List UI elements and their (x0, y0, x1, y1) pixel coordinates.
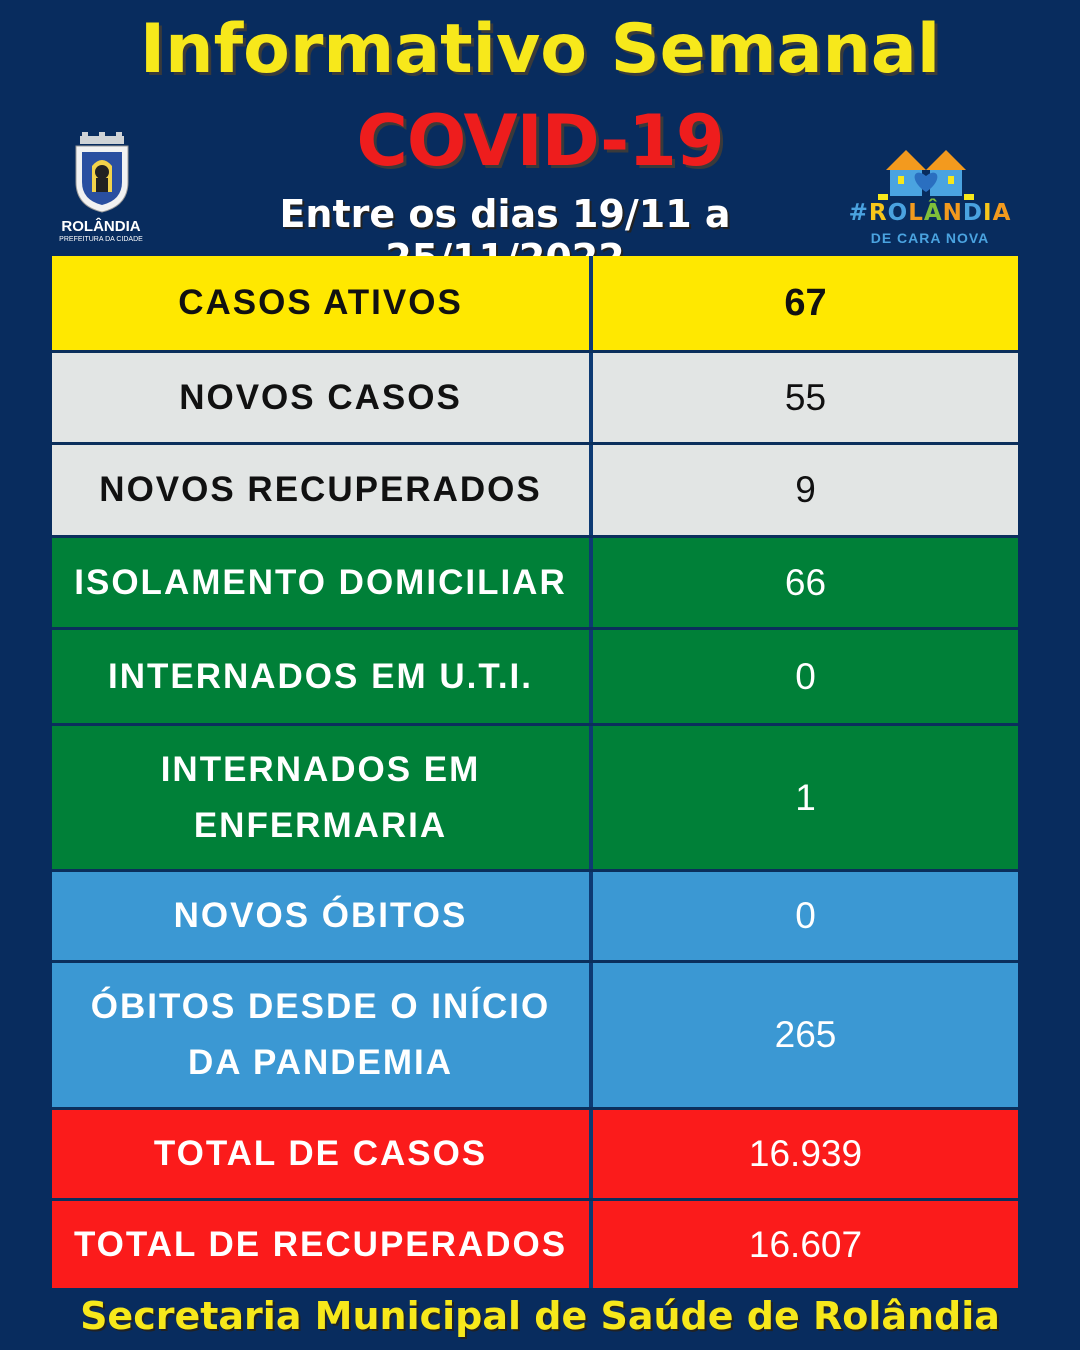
table-row (52, 353, 1018, 445)
campaign-hashtag: #ROLÂNDIA (848, 200, 1012, 226)
table-row (52, 630, 1018, 726)
city-logo (48, 132, 154, 252)
row-value: 0 (795, 895, 816, 936)
house-heart-icon (878, 144, 974, 202)
date-range: Entre os dias 19/11 a (279, 192, 731, 236)
row-label: TOTAL DE CASOS (52, 1110, 593, 1198)
row-label: NOVOS CASOS (52, 353, 593, 442)
row-label: TOTAL DE RECUPERADOS (52, 1201, 593, 1288)
row-label: ISOLAMENTO DOMICILIAR (52, 538, 593, 627)
row-value: 66 (784, 561, 827, 603)
table-row (52, 872, 1018, 963)
table-row (52, 963, 1018, 1110)
row-label: ÓBITOS DESDE O INÍCIO DA PANDEMIA (52, 963, 593, 1107)
campaign-logo (840, 140, 1020, 252)
row-label: INTERNADOS EM ENFERMARIA (52, 726, 593, 869)
footer-credit: Secretaria Municipal de Saúde de Rolândia (80, 1294, 1000, 1338)
row-value: 55 (784, 376, 827, 418)
campaign-subtitle: DE CARA NOVA (870, 230, 990, 246)
stats-table (52, 256, 1018, 1288)
coat-of-arms-icon (72, 132, 132, 214)
table-row (52, 538, 1018, 630)
row-label: NOVOS ÓBITOS (52, 872, 593, 960)
table-row (52, 726, 1018, 872)
row-label: CASOS ATIVOS (52, 256, 593, 350)
row-value: 16.607 (748, 1223, 863, 1265)
row-value: 265 (774, 1014, 837, 1055)
table-row (52, 445, 1018, 538)
row-value: 1 (795, 776, 816, 818)
page-subtitle: COVID-19 (356, 100, 724, 182)
row-value: 16.939 (748, 1133, 863, 1174)
table-row (52, 1110, 1018, 1201)
table-row (52, 1201, 1018, 1288)
city-name: ROLÂNDIA (61, 218, 141, 235)
page-title: Informativo Semanal (139, 10, 941, 89)
row-value: 67 (784, 281, 827, 324)
table-row (52, 256, 1018, 353)
city-subtitle: PREFEITURA DA CIDADE (59, 236, 143, 243)
row-label: NOVOS RECUPERADOS (52, 445, 593, 535)
row-value: 9 (795, 469, 816, 510)
row-label: INTERNADOS EM U.T.I. (52, 630, 593, 723)
row-value: 0 (795, 655, 816, 697)
